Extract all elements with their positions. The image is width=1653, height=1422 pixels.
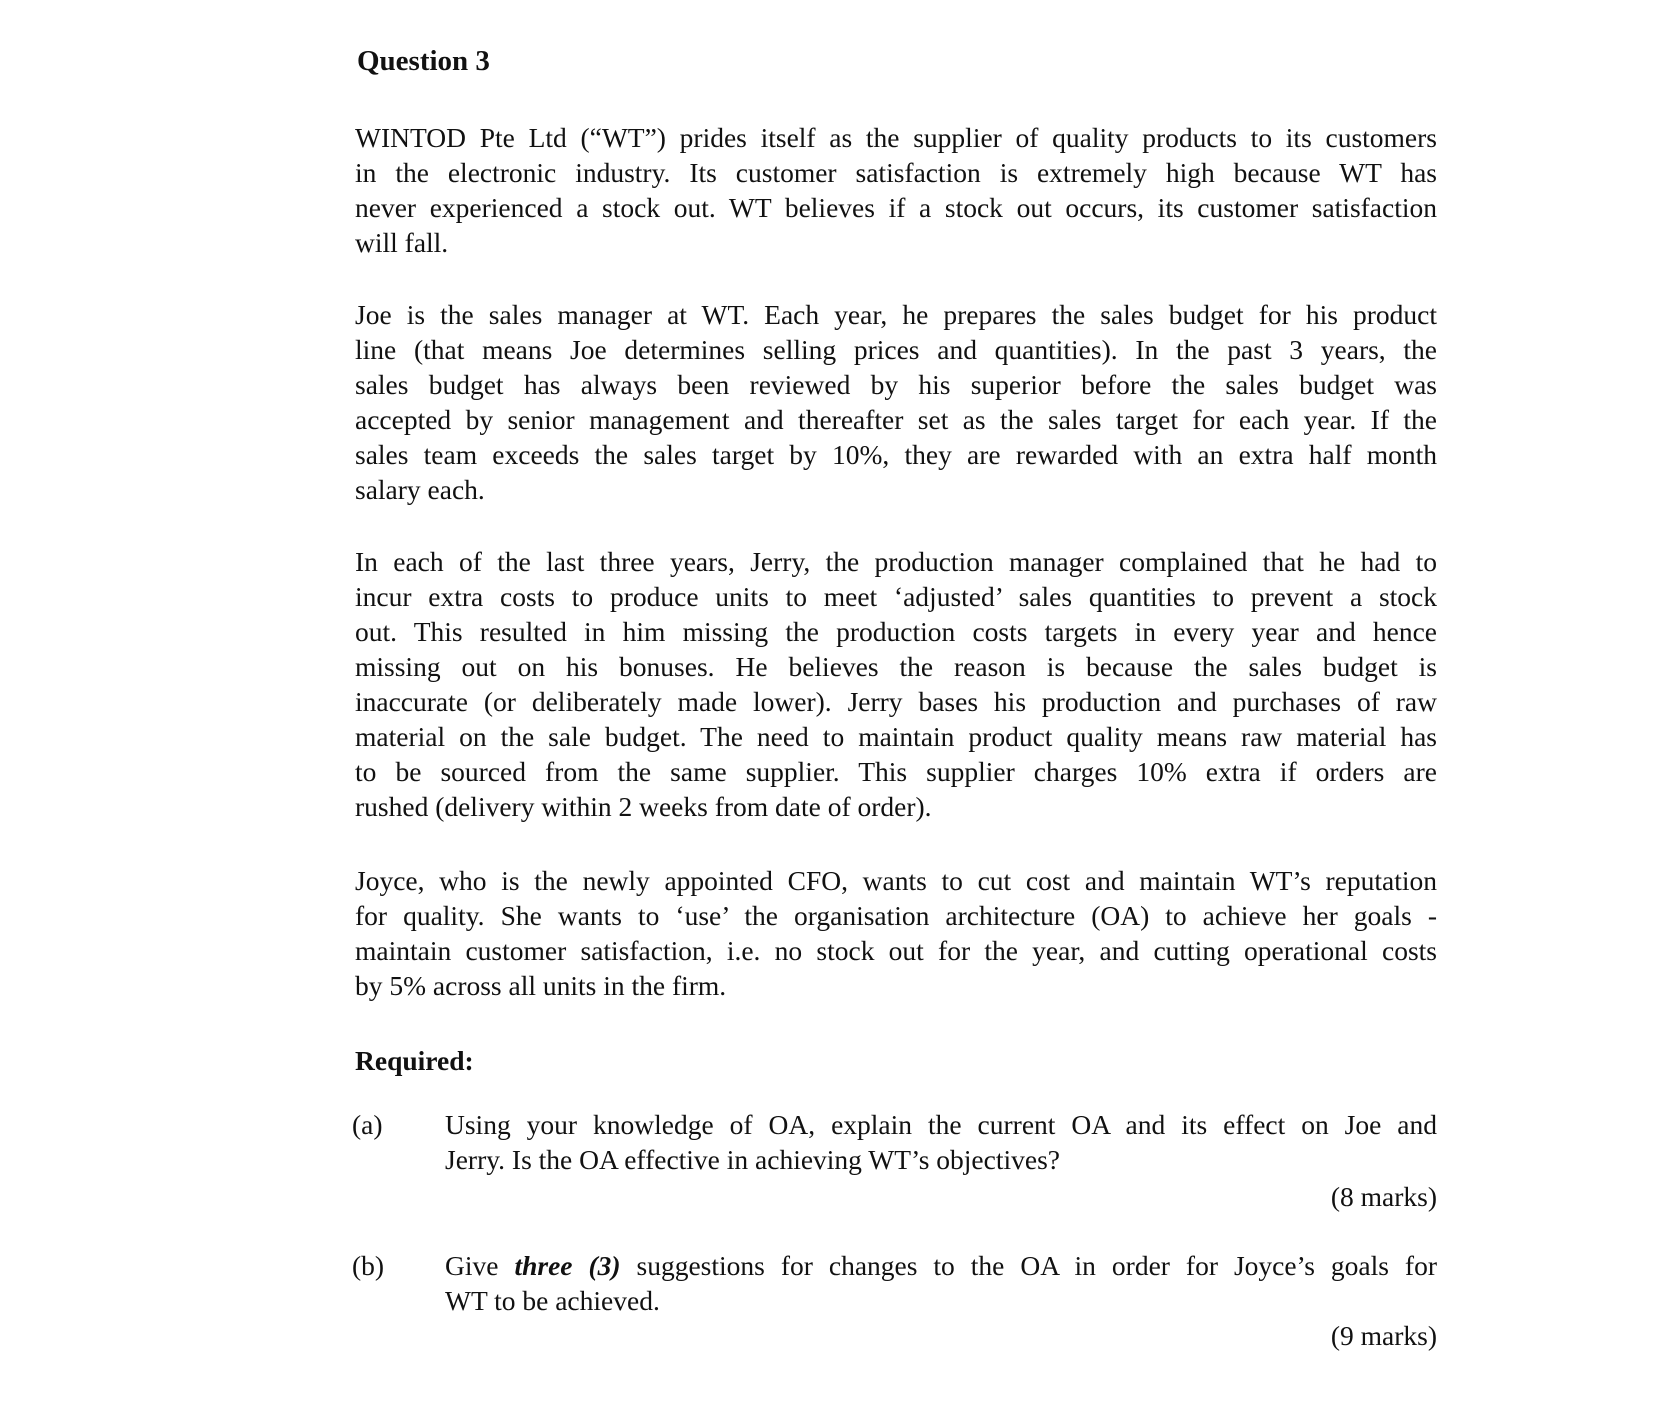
text-line: sales budget has always been reviewed by his superior before the sales budget was	[355, 369, 1437, 400]
text-line: Joe is the sales manager at WT. Each year, he prepares the sales budget for his product	[355, 299, 1437, 330]
text-line: maintain customer satisfaction, i.e. no stock out for the year, and cutting operational costs	[355, 935, 1437, 966]
question-a-marks: (8 marks)	[1330, 1181, 1437, 1212]
text-line: WINTOD Pte Ltd (“WT”) prides itself as the supplier of quality products to its customers	[355, 122, 1437, 153]
question-a-text	[445, 1107, 1437, 1177]
text-line: line (that means Joe determines selling prices and quantities). In the past 3 years, the	[355, 334, 1437, 365]
text-line: In each of the last three years, Jerry, the production manager complained that he had to	[355, 546, 1437, 577]
text-line: Joyce, who is the newly appointed CFO, wants to cut cost and maintain WT’s reputation	[355, 865, 1437, 896]
paragraph-joe	[355, 297, 1437, 507]
question-a-label: (a)	[352, 1109, 383, 1140]
question-b-marks: (9 marks)	[1330, 1320, 1437, 1351]
text-line: never experienced a stock out. WT believes if a stock out occurs, its customer satisfaction	[355, 192, 1437, 223]
text-line: for quality. She wants to ‘use’ the organisation architecture (OA) to achieve her goals -	[355, 900, 1437, 931]
text-line: Using your knowledge of OA, explain the current OA and its effect on Joe and	[445, 1109, 1437, 1140]
question-title: Question 3	[357, 45, 490, 77]
text-line: to be sourced from the same supplier. This supplier charges 10% extra if orders are	[355, 756, 1437, 787]
text-line: inaccurate (or deliberately made lower). Jerry bases his production and purchases of raw	[355, 686, 1437, 717]
paragraph-intro	[355, 120, 1437, 260]
text-line: will fall.	[355, 227, 449, 258]
text-line: in the electronic industry. Its customer satisfaction is extremely high because WT has	[355, 157, 1437, 188]
question-b-text	[445, 1248, 1437, 1318]
text-line: sales team exceeds the sales target by 10%, they are rewarded with an extra half month	[355, 439, 1437, 470]
text-line: material on the sale budget. The need to maintain product quality means raw material has	[355, 721, 1437, 752]
text-line: WT to be achieved.	[445, 1285, 660, 1316]
paragraph-joyce	[355, 863, 1437, 1003]
required-heading: Required:	[355, 1045, 474, 1076]
text-line: Jerry. Is the OA effective in achieving WT’s objectives?	[445, 1144, 1060, 1175]
text-line: by 5% across all units in the firm.	[355, 970, 727, 1001]
text-line: salary each.	[355, 474, 485, 505]
text-line: incur extra costs to produce units to meet ‘adjusted’ sales quantities to prevent a stock	[355, 581, 1437, 612]
text-segment: suggestions for changes to the OA in order for Joyce’s goals for	[620, 1250, 1437, 1281]
text-segment: Give	[445, 1250, 515, 1281]
question-b-label: (b)	[352, 1250, 385, 1281]
paragraph-jerry	[355, 544, 1437, 824]
text-line: missing out on his bonuses. He believes the reason is because the sales budget is	[355, 651, 1437, 682]
text-line: rushed (delivery within 2 weeks from date of order).	[355, 791, 932, 822]
text-line	[445, 1248, 1437, 1283]
emphasis-text: three (3)	[514, 1250, 621, 1281]
text-line: out. This resulted in him missing the production costs targets in every year and hence	[355, 616, 1437, 647]
text-line: accepted by senior management and thereafter set as the sales target for each year. If the	[355, 404, 1437, 435]
